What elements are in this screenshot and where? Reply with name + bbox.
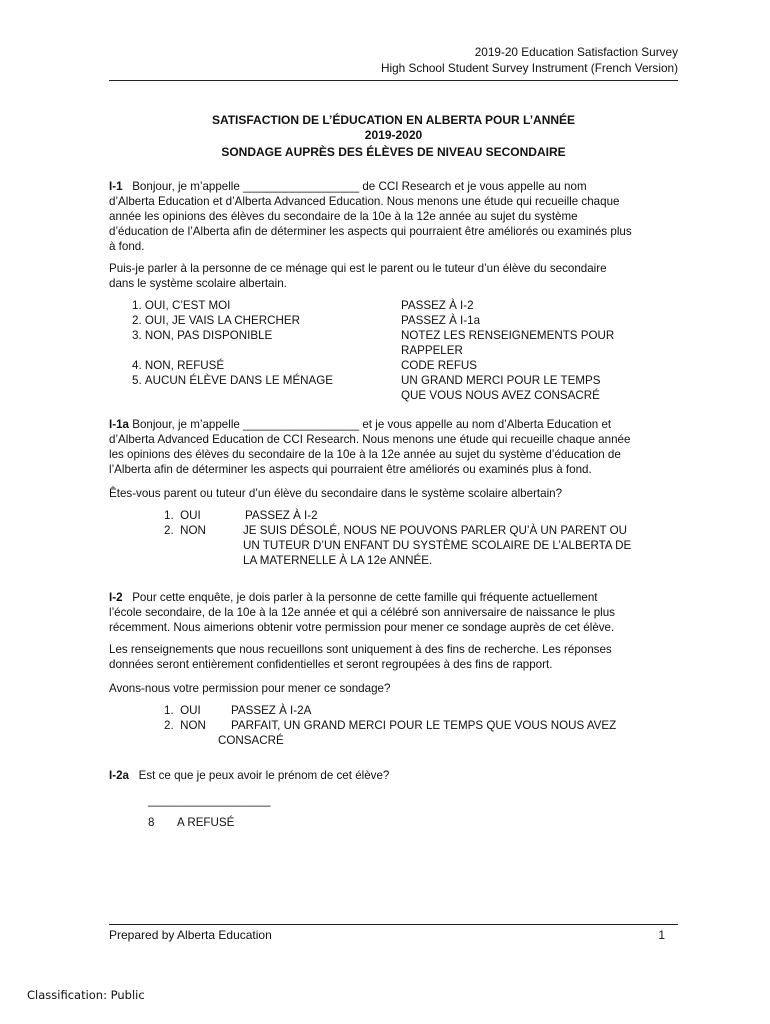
i2-intro-line: I-2 Pour cette enquête, je dois parler à la personne de cette famille qui fréquente actuellement xyxy=(109,591,598,604)
i1a-intro-line: l’Alberta afin de déterminer les aspects qui pourraient être améliorés ou examinés plus à fond. xyxy=(109,463,592,476)
i1-option-5: 5. AUCUN ÉLÈVE DANS LE MÉNAGE xyxy=(132,374,334,387)
i1-option-1-action: PASSEZ À I-2 xyxy=(401,299,474,312)
i2-option-2-action-cont: CONSACRÉ xyxy=(218,734,284,747)
i1-intro-line: année les opinions des élèves du secondaire de la 10e à la 12e année au sujet du système xyxy=(109,210,578,223)
section-i1a xyxy=(109,417,679,477)
i1a-question: Êtes-vous parent ou tuteur d’un élève du secondaire dans le système scolaire albertain? xyxy=(109,487,563,500)
i1-label: I-1 xyxy=(109,180,123,193)
i1-option-1: 1. OUI, C’EST MOI xyxy=(132,299,231,312)
i1-intro-line: d’Alberta Education et d’Alberta Advanced Education. Nous menons une étude qui recueille chaque xyxy=(109,195,620,208)
i2-intro-line: récemment. Nous aimerions obtenir votre permission pour mener ce sondage auprès de cet élève. xyxy=(109,621,615,634)
i1-intro-line: I-1 Bonjour, je m’appelle __________________ de CCI Research et je vous appelle au nom xyxy=(109,180,587,193)
i1-intro-line: d’éducation de l’Alberta afin de déterminer les aspects qui pourraient être améliorés ou examinés plus xyxy=(109,225,632,238)
i2-option-2: 2. NON xyxy=(164,719,206,732)
i2-option-1: 1. OUI xyxy=(164,704,201,717)
i1-option-3-action: NOTEZ LES RENSEIGNEMENTS POUR RAPPELER xyxy=(401,329,615,357)
i2-label: I-2 xyxy=(109,591,123,604)
i1-question-line: dans le système scolaire albertain. xyxy=(109,277,287,290)
i1a-option-1: 1. OUI xyxy=(164,509,201,522)
i2a-label: I-2a xyxy=(109,769,129,782)
header-instrument-title: High School Student Survey Instrument (French Version) xyxy=(380,61,678,75)
i2a-option-refused: 8 A REFUSÉ xyxy=(148,816,235,829)
section-i2 xyxy=(109,590,679,635)
i1-option-4: 4. NON, REFUSÉ xyxy=(132,359,225,372)
i1a-intro-line: d’Alberta Advanced Education de CCI Research. Nous menons une étude qui recueille chaque année xyxy=(109,433,631,446)
i1a-options xyxy=(164,508,684,568)
i2-question: Avons-nous votre permission pour mener ce sondage? xyxy=(109,682,391,695)
i2-options xyxy=(164,703,684,748)
section-i1 xyxy=(109,179,679,254)
i1-options xyxy=(132,298,692,408)
page-title-year: 2019-2020 xyxy=(364,128,423,142)
i1a-intro-line: I-1a Bonjour, je m’appelle __________________ et je vous appelle au nom d’Alberta Education et xyxy=(109,418,612,431)
i2a-name-blank: ___________________ xyxy=(148,794,271,807)
i2-option-2-action: PARFAIT, UN GRAND MERCI POUR LE TEMPS QUE VOUS NOUS AVEZ xyxy=(231,719,617,732)
header-rule xyxy=(109,80,678,81)
footer-rule xyxy=(109,924,678,925)
section-i2a xyxy=(109,768,679,783)
i1-intro-line: à fond. xyxy=(109,240,145,253)
page-title: SATISFACTION DE L’ÉDUCATION EN ALBERTA POUR L’ANNÉE xyxy=(211,113,576,127)
i1-option-5-action: UN GRAND MERCI POUR LE TEMPS QUE VOUS NOUS AVEZ CONSACRÉ xyxy=(401,374,601,402)
i1a-intro-line: les opinions des élèves du secondaire de la 10e à la 12e année au sujet du système d’éducation de xyxy=(109,448,621,461)
i1-option-3: 3. NON, PAS DISPONIBLE xyxy=(132,329,273,342)
classification-label: Classification: Public xyxy=(27,988,145,1002)
i1-option-4-action: CODE REFUS xyxy=(401,359,478,372)
footer-page-number: 1 xyxy=(658,928,665,942)
page-subtitle: SONDAGE AUPRÈS DES ÉLÈVES DE NIVEAU SECONDAIRE xyxy=(221,145,566,159)
i1-question-line: Puis-je parler à la personne de ce ménage qui est le parent ou le tuteur d’un élève du secondaire xyxy=(109,262,607,275)
i1a-option-1-action: PASSEZ À I-2 xyxy=(245,509,318,522)
i1-option-2: 2. OUI, JE VAIS LA CHERCHER xyxy=(132,314,300,327)
i2-privacy-note: Les renseignements que nous recueillons sont uniquement à des fins de recherche. Les réponses données seront entièrement confidentielles et seront regroupées à des fins de rapport. xyxy=(109,643,612,671)
i2-option-1-action: PASSEZ À I-2A xyxy=(231,704,312,717)
i2-intro-line: l’école secondaire, de la 10e à la 12e année et qui a célébré son anniversaire de naissance le plus xyxy=(109,606,615,619)
i1a-label: I-1a xyxy=(109,418,129,431)
i1-option-2-action: PASSEZ À I-1a xyxy=(401,314,481,327)
i2a-question: Est ce que je peux avoir le prénom de cet élève? xyxy=(138,769,390,782)
footer-prepared-by: Prepared by Alberta Education xyxy=(109,928,272,942)
i1a-option-2: 2. NON xyxy=(164,524,206,537)
header-survey-title: 2019-20 Education Satisfaction Survey xyxy=(474,45,678,59)
i1a-option-2-action: JE SUIS DÉSOLÉ, NOUS NE POUVONS PARLER QU’À UN PARENT OU UN TUTEUR D’UN ENFANT DU SYSTÈME SCOLAIRE DE L’ALBERTA DE LA MATERNELLE À LA 12e ANNÉE. xyxy=(243,524,632,567)
i1-question xyxy=(109,261,679,291)
